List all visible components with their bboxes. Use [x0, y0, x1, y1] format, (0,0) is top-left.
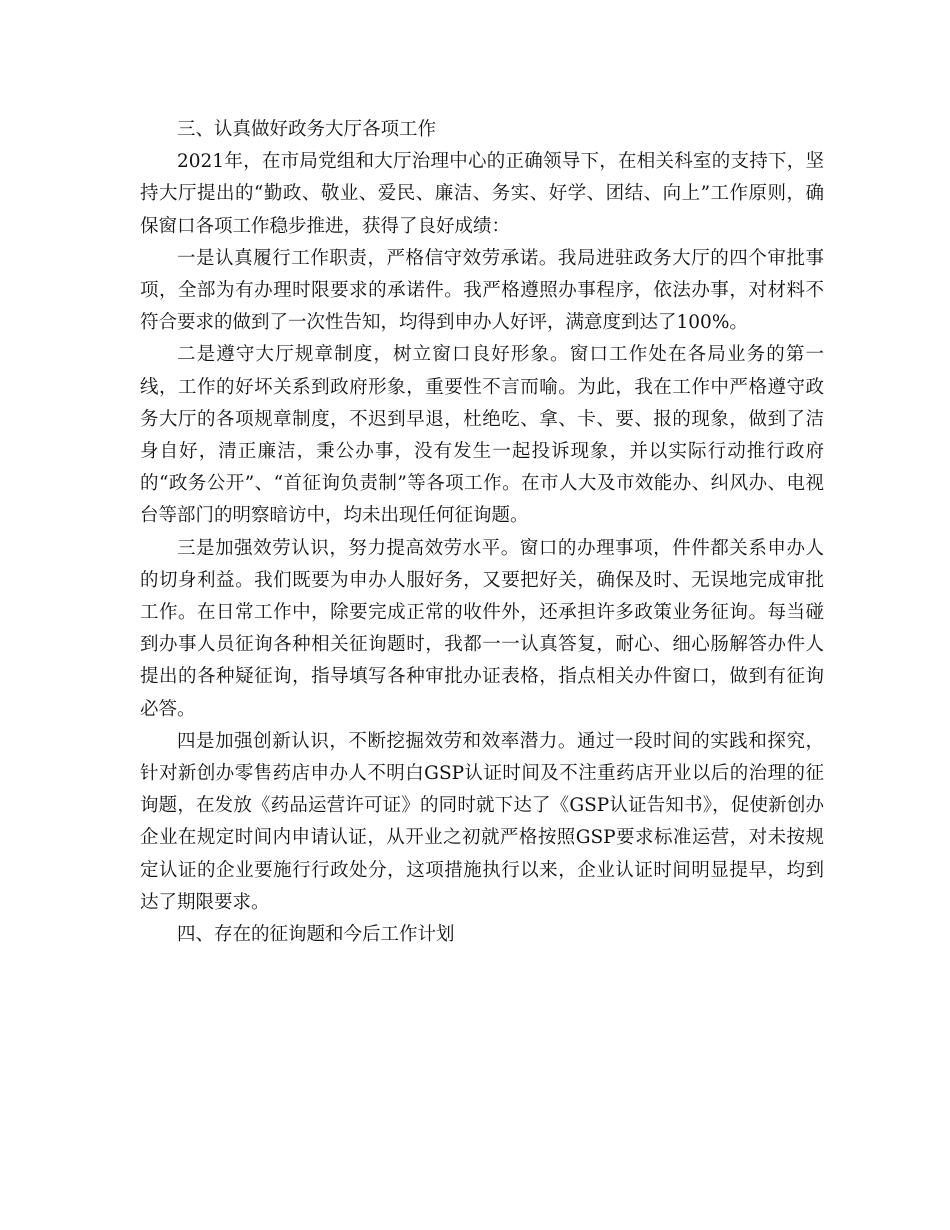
paragraph-point-2: 二是遵守大厅规章制度，树立窗口良好形象。窗口工作处在各局业务的第一线，工作的好坏关系到政府形象，重要性不言而喻。为此，我在工作中严格遵守政务大厅的各项规章制度，不迟到早退，杜绝吃、拿、卡、要、报的现象，做到了洁身自好，清正廉洁，秉公办事，没有发生一起投诉现象，并以实际行动推行政府的“政务公开”、“首征询负责制”等各项工作。在市人大及市效能办、纠风办、电视台等部门的明察暗访中，均未出现任何征询题。 — [140, 344, 824, 527]
paragraph-point-1: 一是认真履行工作职责，严格信守效劳承诺。我局进驻政务大厅的四个审批事项，全部为有办理时限要求的承诺件。我严格遵照办事程序，依法办事，对材料不符合要求的做到了一次性告知，均得到申办人好评，满意度到达了100%。 — [140, 247, 824, 334]
section-heading-4: 四、存在的征询题和今后工作计划 — [177, 924, 455, 946]
paragraph-point-4: 四是加强创新认识，不断挖掘效劳和效率潜力。通过一段时间的实践和探究，针对新创办零售药店申办人不明白GSP认证时间及不注重药店开业以后的治理的征询题，在发放《药品运营许可证》的同时就下达了《GSP认证告知书》，促使新创办企业在规定时间内申请认证，从开业之初就严格按照GSP要求标准运营，对未按规定认证的企业要施行行政处分，这项措施执行以来，企业认证时间明显提早，均到达了期限要求。 — [140, 730, 824, 913]
paragraph-point-3: 三是加强效劳认识，努力提高效劳水平。窗口的办理事项，件件都关系申办人的切身利益。我们既要为申办人服好务，又要把好关，确保及时、无误地完成审批工作。在日常工作中，除要完成正常的收件外，还承担许多政策业务征询。每当碰到办事人员征询各种相关征询题时，我都一一认真答复，耐心、细心肠解答办件人提出的各种疑征询，指导填写各种审批办证表格，指点相关办件窗口，做到有征询必答。 — [140, 537, 824, 720]
paragraph-intro: 2021年，在市局党组和大厅治理中心的正确领导下，在相关科室的支持下，坚持大厅提出的“勤政、敬业、爱民、廉洁、务实、好学、团结、向上”工作原则，确保窗口各项工作稳步推进，获得了良好成绩： — [140, 151, 824, 237]
document-body — [140, 114, 824, 951]
section-heading-3: 三、认真做好政务大厅各项工作 — [177, 119, 437, 140]
